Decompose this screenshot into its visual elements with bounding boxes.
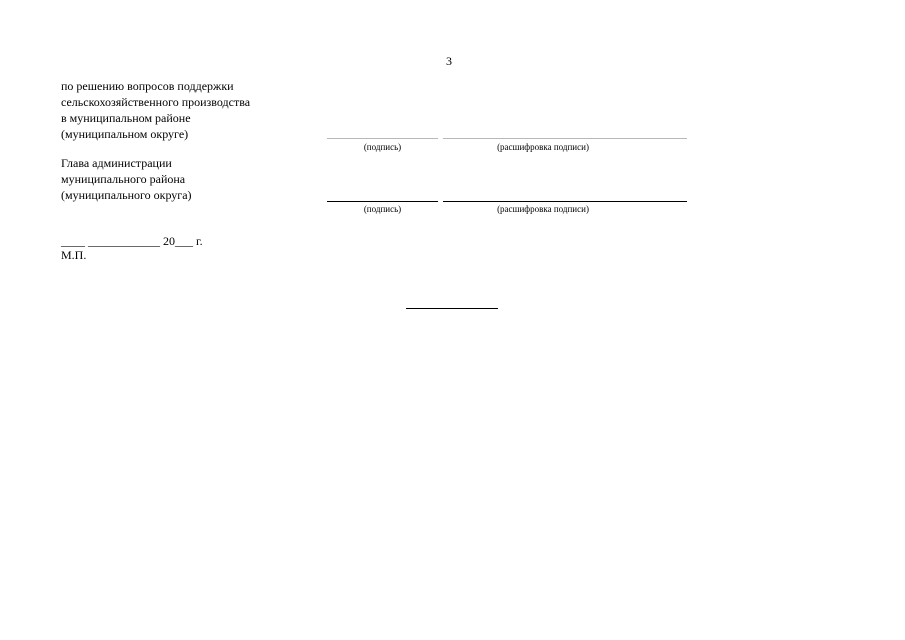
position-line: муниципального района — [61, 172, 186, 186]
signature-line — [327, 138, 438, 139]
end-of-document-rule — [406, 308, 498, 309]
signature-decoding-caption: (расшифровка подписи) — [497, 142, 589, 152]
signature-caption: (подпись) — [363, 204, 402, 214]
position-line: в муниципальном районе — [61, 111, 191, 125]
position-line: (муниципальном округе) — [61, 127, 189, 141]
position-line: (муниципального округа) — [61, 188, 192, 202]
second-signatory-position — [61, 155, 192, 203]
position-line: по решению вопросов поддержки — [61, 79, 234, 93]
position-line: Глава администрации — [61, 156, 172, 170]
first-signatory-position — [61, 78, 250, 142]
signature-decoding-line — [443, 201, 687, 202]
seal-label: М.П. — [61, 248, 87, 262]
page-number: 3 — [446, 54, 452, 68]
position-line: сельскохозяйственного производства — [61, 95, 251, 109]
signature-decoding-caption: (расшифровка подписи) — [497, 204, 589, 214]
signature-caption: (подпись) — [363, 142, 402, 152]
signature-decoding-line — [443, 138, 687, 139]
date-line: ____ ____________ 20___ г. — [61, 234, 203, 248]
signature-line — [327, 201, 438, 202]
